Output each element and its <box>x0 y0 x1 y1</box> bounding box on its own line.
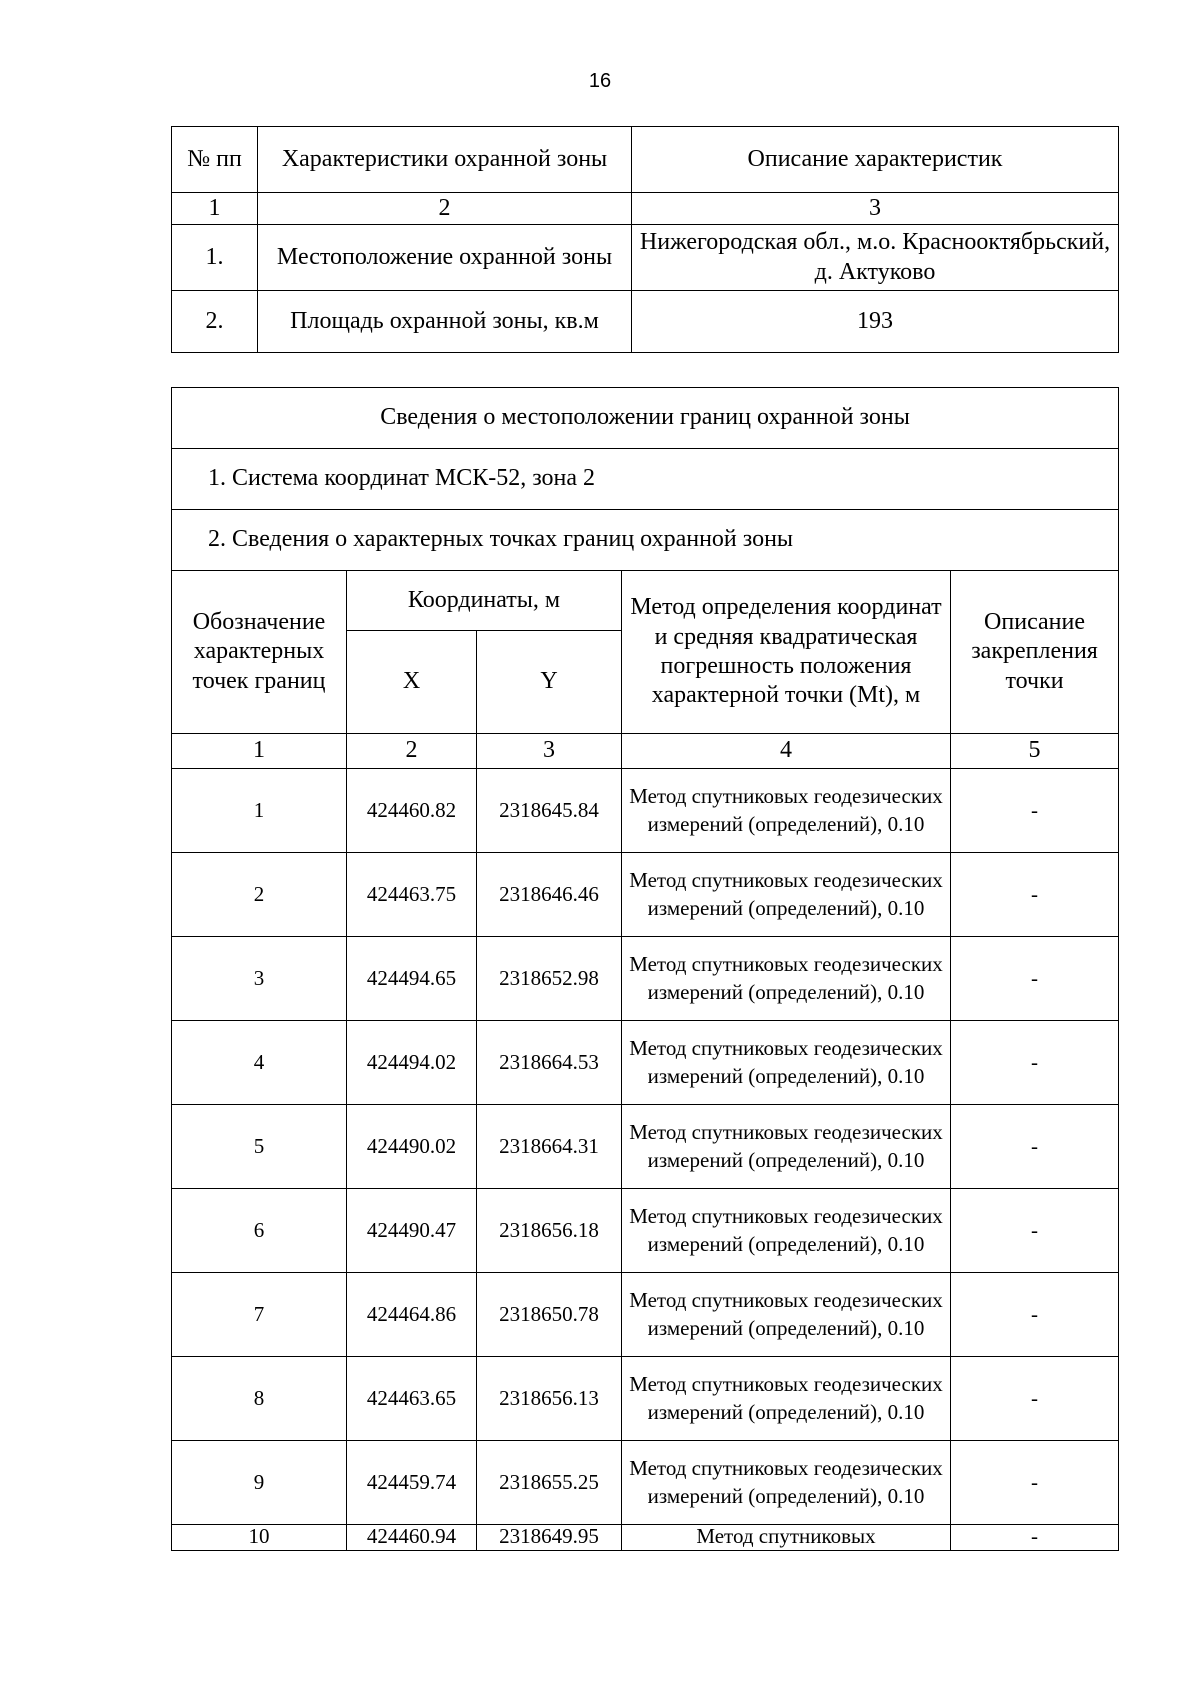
zone-table-column-numbers <box>172 193 1119 225</box>
point-x: 424494.65 <box>347 937 477 1021</box>
point-y: 2318646.46 <box>477 853 622 937</box>
column-number: 2 <box>347 734 477 769</box>
point-y: 2318650.78 <box>477 1273 622 1357</box>
header-x: X <box>347 631 477 734</box>
point-y: 2318645.84 <box>477 769 622 853</box>
boundary-points-table <box>171 387 1119 1551</box>
points-column-numbers <box>172 734 1119 769</box>
point-id: 7 <box>172 1273 347 1357</box>
point-method: Метод спутниковых <box>622 1525 951 1551</box>
row-description: 193 <box>632 291 1119 353</box>
page-number: 16 <box>588 70 612 92</box>
table-row <box>172 1357 1119 1441</box>
header-characteristic: Характеристики охранной зоны <box>258 127 632 193</box>
point-y: 2318664.53 <box>477 1021 622 1105</box>
row-number: 1. <box>172 225 258 291</box>
coord-system: 1. Система координат МСК-52, зона 2 <box>172 449 1119 510</box>
header-method: Метод определения координат и средняя квадратическая погрешность положения характерной точки (Mt), м <box>622 571 951 734</box>
point-method: Метод спутниковых геодезических измерений (определений), 0.10 <box>622 1357 951 1441</box>
header-point: Обозначение характерных точек границ <box>172 571 347 734</box>
table-row <box>172 853 1119 937</box>
zone-table-header-row <box>172 127 1119 193</box>
point-y: 2318656.13 <box>477 1357 622 1441</box>
point-id: 6 <box>172 1189 347 1273</box>
column-number: 4 <box>622 734 951 769</box>
point-method: Метод спутниковых геодезических измерений (определений), 0.10 <box>622 1021 951 1105</box>
points-header-row <box>172 571 1119 631</box>
coord-system-row <box>172 449 1119 510</box>
table-row <box>172 225 1119 291</box>
point-method: Метод спутниковых геодезических измерений (определений), 0.10 <box>622 1189 951 1273</box>
point-y: 2318652.98 <box>477 937 622 1021</box>
header-fixing: Описание закрепления точки <box>951 571 1119 734</box>
header-coords: Координаты, м <box>347 571 622 631</box>
point-x: 424463.65 <box>347 1357 477 1441</box>
column-number: 1 <box>172 193 258 225</box>
point-method: Метод спутниковых геодезических измерений (определений), 0.10 <box>622 769 951 853</box>
points-body <box>172 769 1119 1551</box>
point-fixing: - <box>951 1021 1119 1105</box>
table-row <box>172 1441 1119 1525</box>
point-fixing: - <box>951 1525 1119 1551</box>
table-row <box>172 1525 1119 1551</box>
point-method: Метод спутниковых геодезических измерений (определений), 0.10 <box>622 1105 951 1189</box>
row-number: 2. <box>172 291 258 353</box>
point-fixing: - <box>951 1189 1119 1273</box>
point-id: 5 <box>172 1105 347 1189</box>
point-method: Метод спутниковых геодезических измерений (определений), 0.10 <box>622 853 951 937</box>
column-number: 2 <box>258 193 632 225</box>
point-y: 2318656.18 <box>477 1189 622 1273</box>
zone-characteristics-table <box>171 126 1119 353</box>
row-description: Нижегородская обл., м.о. Краснооктябрьский, д. Актуково <box>632 225 1119 291</box>
column-number: 5 <box>951 734 1119 769</box>
column-number: 3 <box>632 193 1119 225</box>
row-characteristic: Местоположение охранной зоны <box>258 225 632 291</box>
table-row <box>172 937 1119 1021</box>
point-y: 2318664.31 <box>477 1105 622 1189</box>
point-x: 424490.02 <box>347 1105 477 1189</box>
boundary-table-title-row <box>172 388 1119 449</box>
point-fixing: - <box>951 853 1119 937</box>
point-id: 9 <box>172 1441 347 1525</box>
boundary-table-title: Сведения о местоположении границ охранной зоны <box>172 388 1119 449</box>
header-number: № пп <box>172 127 258 193</box>
point-x: 424494.02 <box>347 1021 477 1105</box>
point-id: 4 <box>172 1021 347 1105</box>
table-row <box>172 291 1119 353</box>
points-section-heading: 2. Сведения о характерных точках границ охранной зоны <box>172 510 1119 571</box>
point-method: Метод спутниковых геодезических измерений (определений), 0.10 <box>622 937 951 1021</box>
point-fixing: - <box>951 769 1119 853</box>
point-fixing: - <box>951 1441 1119 1525</box>
point-id: 10 <box>172 1525 347 1551</box>
point-x: 424463.75 <box>347 853 477 937</box>
column-number: 3 <box>477 734 622 769</box>
point-id: 1 <box>172 769 347 853</box>
point-fixing: - <box>951 1105 1119 1189</box>
column-number: 1 <box>172 734 347 769</box>
table-row <box>172 1273 1119 1357</box>
point-x: 424460.82 <box>347 769 477 853</box>
points-section-row <box>172 510 1119 571</box>
point-x: 424464.86 <box>347 1273 477 1357</box>
header-y: Y <box>477 631 622 734</box>
point-method: Метод спутниковых геодезических измерений (определений), 0.10 <box>622 1441 951 1525</box>
point-id: 3 <box>172 937 347 1021</box>
point-x: 424460.94 <box>347 1525 477 1551</box>
point-x: 424490.47 <box>347 1189 477 1273</box>
point-method: Метод спутниковых геодезических измерений (определений), 0.10 <box>622 1273 951 1357</box>
point-fixing: - <box>951 1273 1119 1357</box>
header-description: Описание характеристик <box>632 127 1119 193</box>
table-row <box>172 769 1119 853</box>
table-row <box>172 1189 1119 1273</box>
point-id: 8 <box>172 1357 347 1441</box>
table-row <box>172 1105 1119 1189</box>
point-y: 2318649.95 <box>477 1525 622 1551</box>
table-row <box>172 1021 1119 1105</box>
point-x: 424459.74 <box>347 1441 477 1525</box>
row-characteristic: Площадь охранной зоны, кв.м <box>258 291 632 353</box>
point-id: 2 <box>172 853 347 937</box>
point-fixing: - <box>951 1357 1119 1441</box>
point-y: 2318655.25 <box>477 1441 622 1525</box>
point-fixing: - <box>951 937 1119 1021</box>
